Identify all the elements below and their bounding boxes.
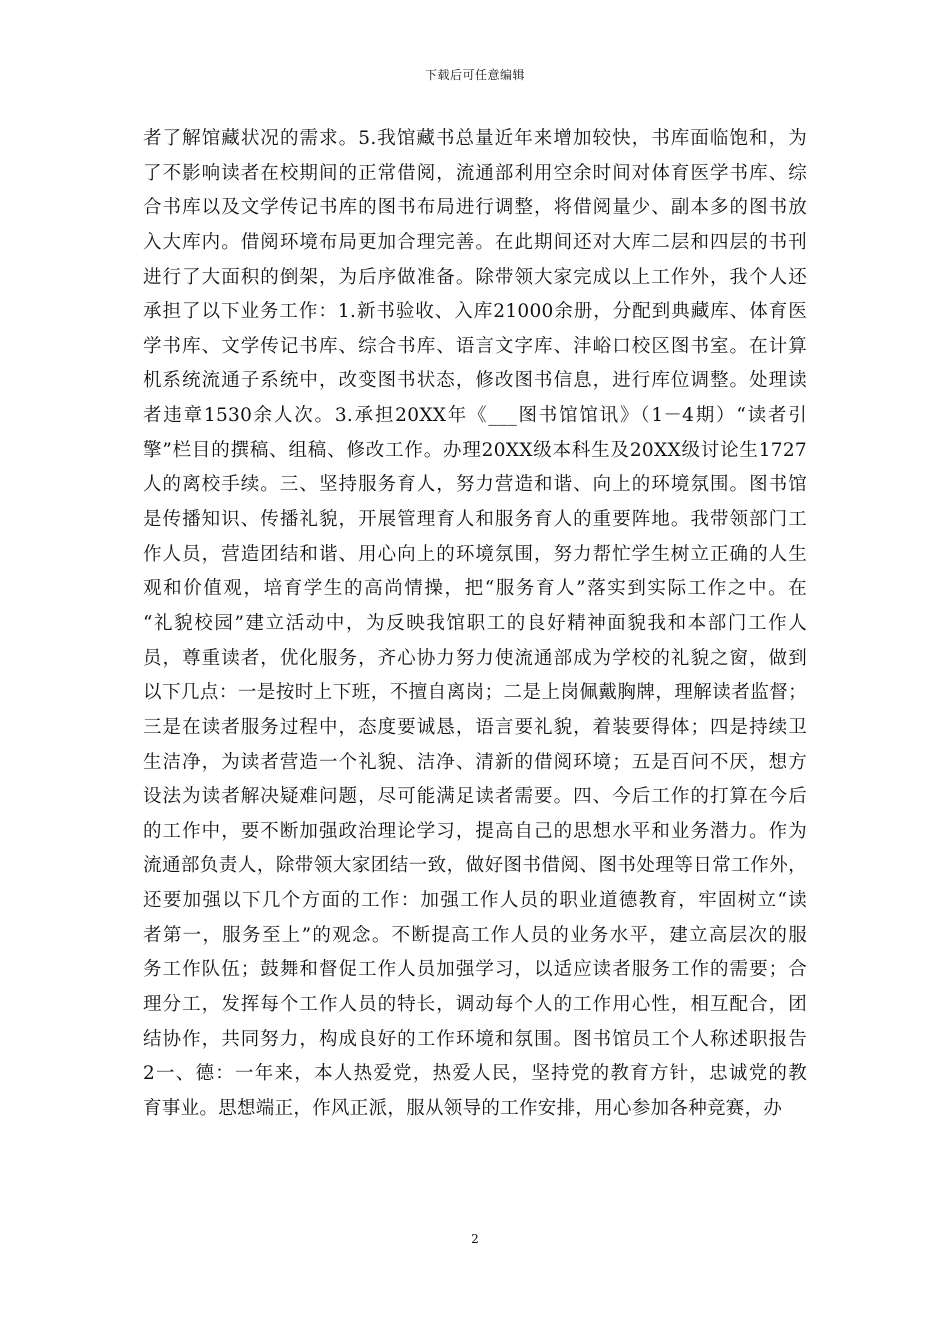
text-line: 育事业。思想端正，作风正派，服从领导的工作安排，用心参加各种竞赛，办 [143,1097,783,1119]
text-line: 观和价值观，培育学生的高尚情操，把“服务育人”落实到实际工作之中。在 [143,578,807,600]
text-line: 进行了大面积的倒架，为后序做准备。除带领大家完成以上工作外，我个人还 [143,266,807,288]
text-line: 三是在读者服务过程中，态度要诚恳，语言要礼貌，着装要得体；四是持续卫 [143,716,807,738]
text-line: 的工作中，要不断加强政治理论学习，提高自己的思想水平和业务潜力。作为 [143,820,807,842]
text-line: 务工作队伍；鼓舞和督促工作人员加强学习，以适应读者服务工作的需要；合 [143,959,807,981]
text-line: 以下几点：一是按时上下班，不擅自离岗；二是上岗佩戴胸牌，理解读者监督； [143,682,807,704]
text-line: 生洁净，为读者营造一个礼貌、洁净、清新的借阅环境；五是百问不厌，想方 [143,751,807,773]
text-line: 入大库内。借阅环境布局更加合理完善。在此期间还对大库二层和四层的书刊 [143,231,807,253]
text-line: “礼貌校园”建立活动中，为反映我馆职工的良好精神面貌我和本部门工作人 [143,612,807,634]
text-line: 作人员，营造团结和谐、用心向上的环境氛围，努力帮忙学生树立正确的人生 [143,543,807,565]
text-line: 是传播知识、传播礼貌，开展管理育人和服务育人的重要阵地。我带领部门工 [143,509,807,531]
text-line: 学书库、文学传记书库、综合书库、语言文字库、沣峪口校区图书室。在计算 [143,335,807,357]
text-line: 流通部负责人，除带领大家团结一致，做好图书借阅、图书处理等日常工作外， [143,855,807,877]
text-line: 者了解馆藏状况的需求。5.我馆藏书总量近年来增加较快，书库面临饱和，为 [143,128,807,149]
text-line: 了不影响读者在校期间的正常借阅，流通部利用空余时间对体育医学书库、综 [143,162,807,184]
text-line: 还要加强以下几个方面的工作：加强工作人员的职业道德教育，牢固树立“读 [143,890,807,912]
text-line: 理分工，发挥每个工作人员的特长，调动每个人的工作用心性，相互配合，团 [143,994,807,1016]
text-line: 擎”栏目的撰稿、组稿、修改工作。办理20XX级本科生及20XX级讨论生1727 [143,439,807,461]
page-header: 下载后可任意编辑 [424,68,525,82]
text-line: 员，尊重读者，优化服务，齐心协力努力使流通部成为学校的礼貌之窗，做到 [143,647,807,669]
document-body [143,122,807,1127]
text-line: 机系统流通子系统中，改变图书状态，修改图书信息，进行库位调整。处理读 [143,370,807,392]
text-line: 者违章1530余人次。3.承担20XX年《___图书馆馆讯》（1－4期）“读者引 [143,405,807,427]
text-line: 合书库以及文学传记书库的图书布局进行调整，将借阅量少、副本多的图书放 [143,197,807,219]
text-line: 设法为读者解决疑难问题，尽可能满足读者需要。四、今后工作的打算在今后 [143,786,807,808]
text-line: 人的离校手续。三、坚持服务育人，努力营造和谐、向上的环境氛围。图书馆 [143,474,807,496]
text-line: 承担了以下业务工作：1.新书验收、入库21000余册，分配到典藏库、体育医 [143,301,807,323]
text-line: 结协作，共同努力，构成良好的工作环境和氛围。图书馆员工个人称述职报告 [143,1028,807,1050]
text-line: 者第一，服务至上”的观念。不断提高工作人员的业务水平，建立高层次的服 [143,924,807,946]
page-number: 2 [471,1232,479,1246]
text-line: 2一、德：一年来，本人热爱党，热爱人民，坚持党的教育方针，忠诚党的教 [143,1063,807,1085]
